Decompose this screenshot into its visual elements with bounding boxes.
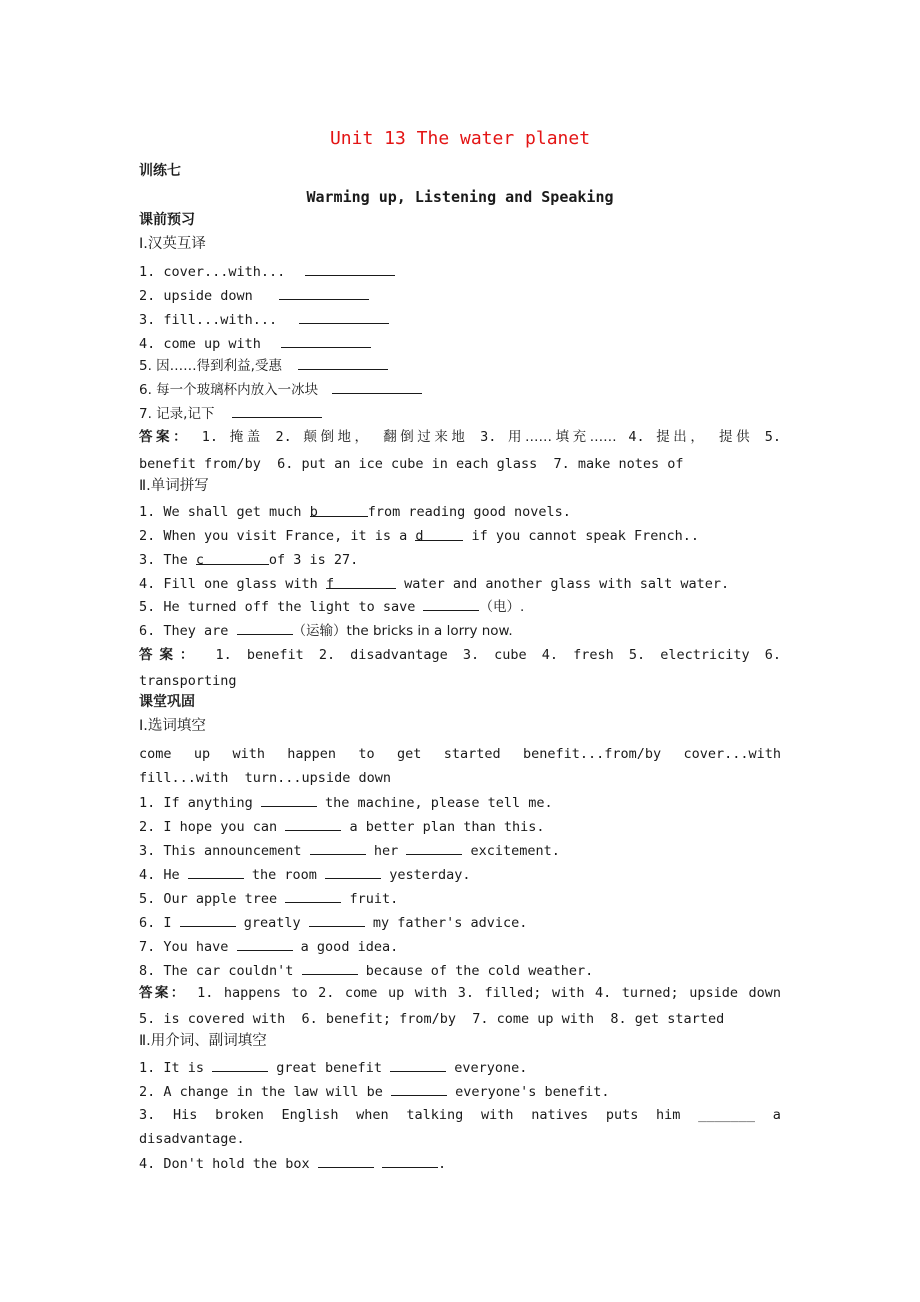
answer-blank[interactable] [212, 1059, 268, 1072]
preposition-item: 1. It is great benefit everyone. [139, 1060, 528, 1076]
answer-blank[interactable] [261, 794, 317, 807]
answer-blank[interactable] [298, 357, 388, 370]
answer-blank[interactable] [332, 381, 422, 394]
answer-blank[interactable] [237, 938, 293, 951]
answer-blank[interactable] [188, 866, 244, 879]
answer-blank[interactable] [279, 287, 369, 300]
answer-blank[interactable] [180, 914, 236, 927]
spelling-item: 1. We shall get much b from reading good novels. [139, 504, 571, 520]
translation-item: 6. 每一个玻璃杯内放入一冰块 [139, 381, 422, 398]
answer-key-line: benefit from/by 6. put an ice cube in each glass 7. make notes of [139, 456, 684, 472]
fill-in-item: 8. The car couldn't because of the cold weather. [139, 963, 594, 979]
fill-in-item: 6. I greatly my father's advice. [139, 915, 528, 931]
lesson-label: 训练七 [139, 163, 181, 179]
in-class-heading: 课堂巩固 [139, 694, 195, 710]
page-subtitle: Warming up, Listening and Speaking [306, 188, 614, 206]
answer-blank[interactable] [299, 311, 389, 324]
answer-key-line: 答案： 1. happens to 2. come up with 3. filled; with 4. turned; upside down [139, 985, 781, 1001]
answer-blank[interactable] [285, 890, 341, 903]
answer-blank[interactable] [423, 598, 479, 611]
preposition-item: 2. A change in the law will be everyone's benefit. [139, 1084, 610, 1100]
answer-blank[interactable] [285, 818, 341, 831]
spelling-item: 4. Fill one glass with f water and another glass with salt water. [139, 576, 730, 592]
answer-key-line: 5. is covered with 6. benefit; from/by 7. come up with 8. get started [139, 1011, 725, 1027]
answer-blank[interactable]: c [196, 552, 269, 565]
answer-blank[interactable] [305, 263, 395, 276]
answer-key-line: 答案： 1. benefit 2. disadvantage 3. cube 4. fresh 5. electricity 6. [139, 647, 781, 663]
answer-blank[interactable] [281, 335, 371, 348]
fill-in-item: 7. You have a good idea. [139, 939, 399, 955]
translation-item: 7. 记录,记下 [139, 405, 322, 422]
preposition-item: 3. His broken English when talking with natives puts him _______ a [139, 1107, 781, 1123]
fill-in-item: 2. I hope you can a better plan than this. [139, 819, 545, 835]
answer-blank[interactable] [390, 1059, 446, 1072]
translation-item: 5. 因……得到利益,受惠 [139, 357, 388, 374]
preposition-heading: Ⅱ.用介词、副词填空 [139, 1033, 267, 1049]
answer-blank[interactable] [382, 1155, 438, 1168]
spelling-item: 2. When you visit France, it is a d if you cannot speak French.. [139, 528, 700, 544]
translation-heading: Ⅰ.汉英互译 [139, 236, 206, 252]
answer-blank[interactable] [325, 866, 381, 879]
answer-blank[interactable] [232, 405, 322, 418]
spelling-heading: Ⅱ.单词拼写 [139, 478, 209, 494]
preposition-item: 4. Don't hold the box . [139, 1156, 447, 1172]
translation-item: 2. upside down [139, 287, 369, 304]
translation-item: 4. come up with [139, 335, 371, 352]
answer-blank[interactable]: f [326, 576, 396, 589]
answer-blank[interactable] [309, 914, 365, 927]
fill-in-item: 4. He the room yesterday. [139, 867, 471, 883]
preposition-item-continuation: disadvantage. [139, 1131, 245, 1147]
word-bank-line: come up with happen to get started benefit...from/by cover...with [139, 746, 781, 762]
word-bank-line: fill...with turn...upside down [139, 770, 391, 786]
translation-item: 3. fill...with... [139, 311, 389, 328]
answer-blank[interactable]: d [415, 528, 463, 541]
spelling-item: 5. He turned off the light to save （电）. [139, 599, 525, 615]
fill-in-item: 3. This announcement her excitement. [139, 843, 560, 859]
spelling-item: 6. They are （运输）the bricks in a lorry now. [139, 623, 513, 639]
translation-item: 1. cover...with... [139, 263, 395, 280]
answer-blank[interactable]: b [310, 504, 368, 517]
answer-blank[interactable] [302, 962, 358, 975]
answer-key-line: transporting [139, 673, 237, 689]
answer-key-line: 答案： 1. 掩盖 2. 颠倒地， 翻倒过来地 3. 用……填充…… 4. 提出， 提供 5. [139, 429, 782, 445]
answer-blank[interactable] [318, 1155, 374, 1168]
spelling-item: 3. The c of 3 is 27. [139, 552, 359, 568]
pre-class-heading: 课前预习 [139, 212, 195, 228]
answer-blank[interactable] [406, 842, 462, 855]
answer-blank[interactable] [391, 1083, 447, 1096]
page-title: Unit 13 The water planet [329, 128, 591, 149]
fill-in-item: 1. If anything the machine, please tell me. [139, 795, 553, 811]
fill-in-heading: Ⅰ.选词填空 [139, 718, 206, 734]
fill-in-item: 5. Our apple tree fruit. [139, 891, 399, 907]
answer-blank[interactable] [310, 842, 366, 855]
answer-blank[interactable] [237, 622, 293, 635]
